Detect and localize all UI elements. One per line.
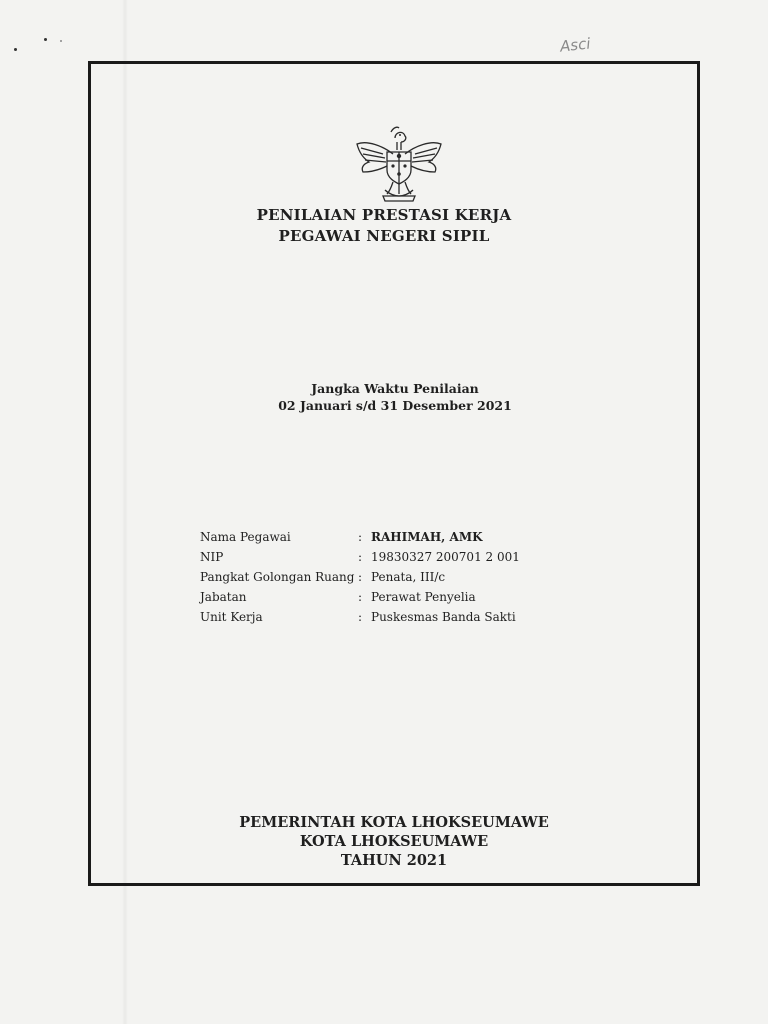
document-title-line1: PENILAIAN PRESTASI KERJA (256, 206, 512, 224)
info-label: Jabatan (200, 590, 247, 604)
info-value: Puskesmas Banda Sakti (371, 610, 516, 624)
info-value: RAHIMAH, AMK (371, 530, 483, 544)
info-label: Unit Kerja (200, 610, 263, 624)
handwritten-annotation: Asci (559, 34, 592, 56)
info-colon: : (358, 550, 363, 564)
footer-city-name: KOTA LHOKSEUMAWE (299, 833, 489, 850)
info-label: Pangkat Golongan Ruang (200, 570, 355, 584)
document-title-line2: PEGAWAI NEGERI SIPIL (278, 227, 490, 245)
assessment-period-label: Jangka Waktu Penilaian (311, 381, 479, 396)
scan-speck (14, 48, 17, 51)
info-colon: : (358, 590, 363, 604)
info-label: Nama Pegawai (200, 530, 291, 544)
assessment-period-range: 02 Januari s/d 31 Desember 2021 (278, 398, 512, 413)
info-label: NIP (200, 550, 224, 564)
info-colon: : (358, 610, 363, 624)
footer-government-name: PEMERINTAH KOTA LHOKSEUMAWE (239, 814, 549, 831)
info-colon: : (358, 530, 363, 544)
garuda-pancasila-emblem-icon (353, 124, 445, 204)
info-value: Penata, III/c (371, 570, 446, 584)
info-value: Perawat Penyelia (371, 590, 476, 604)
footer-year: TAHUN 2021 (340, 852, 448, 869)
scan-speck (44, 38, 47, 41)
info-value: 19830327 200701 2 001 (371, 550, 520, 564)
scan-speck (60, 40, 62, 42)
info-colon: : (358, 570, 363, 584)
